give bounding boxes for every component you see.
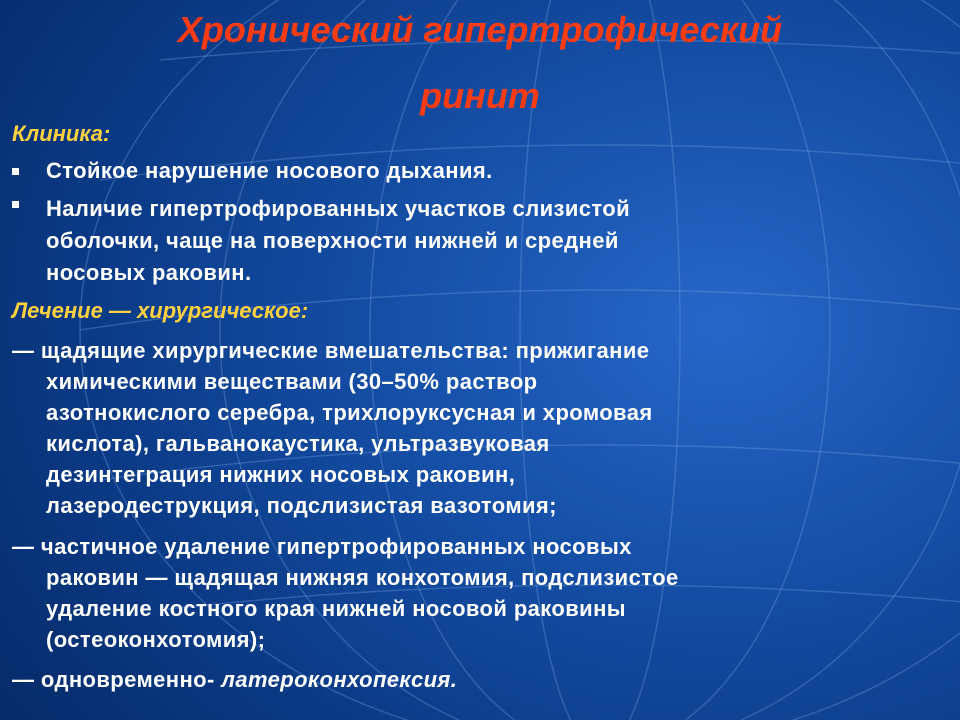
treatment-item-3-italic: латероконхопексия. [214,667,458,692]
bullet-marker [12,201,19,208]
treatment-item-1-line-2: химическими веществами (30–50% раствор [46,369,538,394]
clinic-item-2-line-3: носовых раковин. [46,260,252,285]
slide-title-line-1: Хронический гипертрофический [177,9,783,50]
treatment-item-2-line-3: удаление костного края нижней носовой раковины [46,596,626,621]
treatment-item-2-line-1: — частичное удаление гипертрофированных носовых [12,534,632,559]
clinic-item-2-line-2: оболочки, чаще на поверхности нижней и средней [46,228,619,253]
clinic-item-1: Стойкое нарушение носового дыхания. [46,158,493,183]
clinic-item-2-line-1: Наличие гипертрофированных участков слизистой [46,196,631,221]
treatment-item-1-line-5: дезинтеграция нижних носовых раковин, [46,462,516,487]
treatment-item-2-line-4: (остеоконхотомия); [46,627,266,652]
treatment-item-1-line-1: — щадящие хирургические вмешательства: прижигание [12,338,650,363]
bullet-marker [12,168,19,175]
treatment-item-1-line-4: кислота), гальванокаустика, ультразвуковая [46,431,550,456]
treatment-item-2-line-2: раковин — щадящая нижняя конхотомия, подслизистое [46,565,679,590]
slide-title-line-2: ринит [420,75,540,116]
treatment-item-3 [12,664,457,696]
clinic-heading: Клиника: [12,121,111,146]
treatment-item-1-line-6: лазеродеструкция, подслизистая вазотомия; [46,493,557,518]
treatment-item-3-text: — одновременно- [12,667,215,692]
treatment-heading: Лечение — хирургическое: [12,298,309,323]
treatment-item-1-line-3: азотнокислого серебра, трихлоруксусная и хромовая [46,400,653,425]
